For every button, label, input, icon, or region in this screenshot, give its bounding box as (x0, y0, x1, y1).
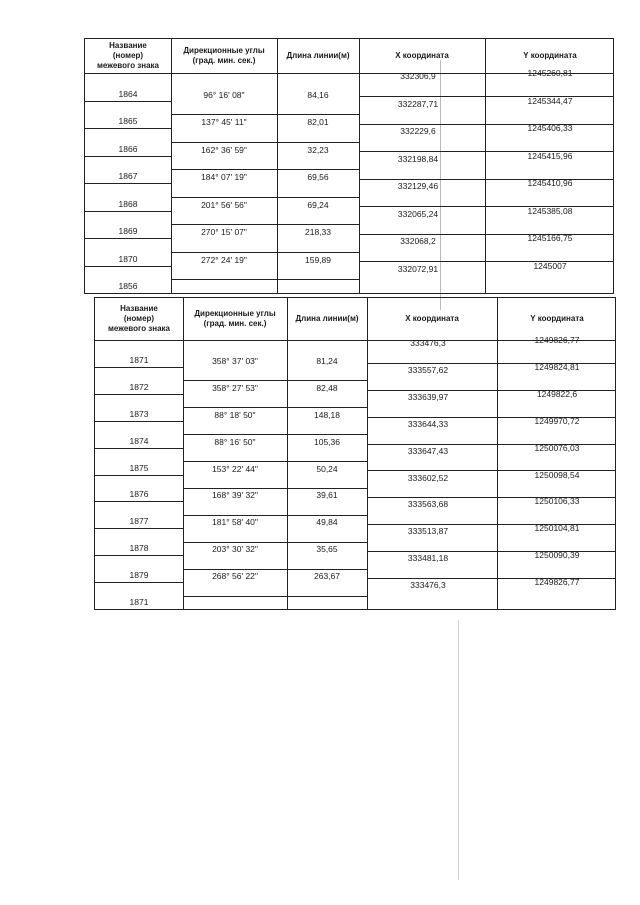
y-coordinate: 1250098,54 (534, 470, 580, 480)
x-coordinate: 332129,46 (397, 181, 439, 191)
point-name: 1869 (118, 226, 138, 236)
segment-divider (183, 596, 367, 597)
header-angle-col: Дирекционные углы (град. мин. сек.) (183, 46, 265, 65)
line-length: 69,24 (307, 200, 329, 210)
coordinate-divider (359, 206, 613, 207)
point-name: 1872 (129, 382, 149, 392)
header-x-col: X координата (405, 314, 459, 323)
row-divider (85, 156, 171, 157)
point-name: 1874 (129, 436, 149, 446)
x-coordinate: 332065,24 (397, 209, 439, 219)
line-length: 105,36 (314, 437, 340, 447)
point-name: 1878 (129, 543, 149, 553)
y-coordinate: 1245007 (533, 261, 567, 271)
x-coordinate: 333513,87 (407, 526, 449, 536)
direction-angle: 358° 37' 03" (212, 356, 258, 366)
line-length: 263,67 (314, 571, 340, 581)
header-length-col: Длина линии(м) (295, 314, 359, 323)
line-length: 159,89 (305, 255, 331, 265)
column-divider (183, 298, 184, 609)
segment-divider (171, 252, 359, 253)
x-coordinate: 332072,91 (397, 264, 439, 274)
point-name: 1870 (118, 254, 138, 264)
direction-angle: 162° 36' 59" (201, 145, 247, 155)
row-divider (95, 475, 183, 476)
segment-divider (171, 142, 359, 143)
x-coordinate: 332287,71 (397, 99, 439, 109)
row-divider (85, 266, 171, 267)
x-coordinate: 333647,43 (407, 446, 449, 456)
header-x-col: X координата (395, 51, 449, 60)
segment-divider (183, 488, 367, 489)
line-length: 35,65 (316, 544, 338, 554)
direction-angle: 184° 07' 19" (201, 172, 247, 182)
point-name: 1865 (118, 116, 138, 126)
column-divider (359, 39, 360, 293)
x-coordinate: 332229,6 (400, 126, 436, 136)
coordinate-divider (359, 151, 613, 152)
row-divider (95, 394, 183, 395)
column-divider (367, 298, 368, 609)
header-name-col: Название (номер) межевого знака (96, 41, 160, 70)
line-length: 69,56 (307, 172, 329, 182)
x-coordinate: 333602,52 (407, 473, 449, 483)
coordinate-divider (367, 390, 615, 391)
coordinate-divider (359, 179, 613, 180)
row-divider (95, 555, 183, 556)
row-divider (95, 421, 183, 422)
direction-angle: 88° 16' 50" (214, 437, 256, 447)
y-coordinate: 1245410,96 (527, 178, 573, 188)
y-coordinate: 1249826,77 (534, 335, 580, 345)
direction-angle: 153° 22' 44" (212, 464, 258, 474)
column-divider (171, 39, 172, 293)
x-coordinate: 332198,84 (397, 154, 439, 164)
coordinate-divider (359, 124, 613, 125)
boundary-table-2 (94, 297, 616, 610)
y-coordinate: 1245344,47 (527, 96, 573, 106)
y-coordinate: 1245260,81 (527, 68, 573, 78)
point-name: 1879 (129, 570, 149, 580)
header-y-col: Y координата (530, 314, 584, 323)
column-divider (497, 298, 498, 609)
x-coordinate: 333563,68 (407, 499, 449, 509)
line-length: 82,48 (316, 383, 338, 393)
segment-divider (183, 407, 367, 408)
x-coordinate: 333644,33 (407, 419, 449, 429)
x-coordinate: 333481,18 (407, 553, 449, 563)
row-divider (85, 211, 171, 212)
row-divider (95, 367, 183, 368)
coordinate-divider (359, 96, 613, 97)
direction-angle: 181° 58' 40" (212, 517, 258, 527)
segment-divider (171, 197, 359, 198)
row-divider (85, 128, 171, 129)
coordinate-divider (359, 261, 613, 262)
y-coordinate: 1245415,96 (527, 151, 573, 161)
point-name: 1867 (118, 171, 138, 181)
y-coordinate: 1250076,03 (534, 443, 580, 453)
x-coordinate: 333557,62 (407, 365, 449, 375)
segment-divider (183, 434, 367, 435)
row-divider (95, 501, 183, 502)
y-coordinate: 1245406,33 (527, 123, 573, 133)
row-divider (95, 528, 183, 529)
direction-angle: 137° 45' 11" (201, 117, 247, 127)
point-name: 1866 (118, 144, 138, 154)
line-length: 84,16 (307, 90, 329, 100)
segment-divider (183, 542, 367, 543)
line-length: 82,01 (307, 117, 329, 127)
direction-angle: 168° 39' 32" (212, 490, 258, 500)
column-divider (485, 39, 486, 293)
scan-artifact-line (458, 620, 459, 880)
direction-angle: 268° 56' 22" (212, 571, 258, 581)
line-length: 148,18 (314, 410, 340, 420)
point-name: 1868 (118, 199, 138, 209)
segment-divider (171, 169, 359, 170)
column-divider (277, 39, 278, 293)
point-name: 1856 (118, 281, 138, 291)
header-angle-col: Дирекционные углы (град. мин. сек.) (194, 309, 276, 328)
y-coordinate: 1249824,81 (534, 362, 580, 372)
x-coordinate: 333476,3 (410, 338, 446, 348)
point-name: 1864 (118, 89, 138, 99)
row-divider (95, 448, 183, 449)
point-name: 1875 (129, 463, 149, 473)
y-coordinate: 1249822,6 (536, 389, 578, 399)
y-coordinate: 1250106,33 (534, 496, 580, 506)
segment-divider (183, 569, 367, 570)
boundary-table-1 (84, 38, 614, 294)
segment-divider (171, 224, 359, 225)
x-coordinate: 333476,3 (410, 580, 446, 590)
row-divider (85, 238, 171, 239)
x-coordinate: 332068,2 (400, 236, 436, 246)
point-name: 1876 (129, 489, 149, 499)
point-name: 1877 (129, 516, 149, 526)
y-coordinate: 1249826,77 (534, 577, 580, 587)
row-divider (85, 183, 171, 184)
line-length: 49,84 (316, 517, 338, 527)
direction-angle: 201° 56' 56" (201, 200, 247, 210)
header-name-col: Название (номер) межевого знака (107, 304, 171, 333)
x-coordinate: 332306,9 (400, 71, 436, 81)
header-length-col: Длина линии(м) (286, 51, 350, 60)
direction-angle: 88° 18' 50" (214, 410, 256, 420)
point-name: 1871 (129, 597, 149, 607)
header-y-col: Y координата (523, 51, 577, 60)
point-name: 1873 (129, 409, 149, 419)
x-coordinate: 333639,97 (407, 392, 449, 402)
line-length: 50,24 (316, 464, 338, 474)
y-coordinate: 1245385,08 (527, 206, 573, 216)
segment-divider (183, 515, 367, 516)
point-name: 1871 (129, 355, 149, 365)
segment-divider (171, 114, 359, 115)
segment-divider (183, 461, 367, 462)
row-divider (85, 101, 171, 102)
line-length: 32,23 (307, 145, 329, 155)
line-length: 81,24 (316, 356, 338, 366)
y-coordinate: 1250104,81 (534, 523, 580, 533)
direction-angle: 96° 16' 08" (203, 90, 245, 100)
direction-angle: 272° 24' 19" (201, 255, 247, 265)
y-coordinate: 1250090,39 (534, 550, 580, 560)
row-divider (95, 582, 183, 583)
line-length: 218,33 (305, 227, 331, 237)
coordinate-divider (359, 234, 613, 235)
y-coordinate: 1249970,72 (534, 416, 580, 426)
direction-angle: 270° 15' 07" (201, 227, 247, 237)
segment-divider (183, 380, 367, 381)
direction-angle: 203° 30' 32" (212, 544, 258, 554)
line-length: 39,61 (316, 490, 338, 500)
direction-angle: 358° 27' 53" (212, 383, 258, 393)
column-divider (287, 298, 288, 609)
segment-divider (171, 279, 359, 280)
y-coordinate: 1245166,75 (527, 233, 573, 243)
